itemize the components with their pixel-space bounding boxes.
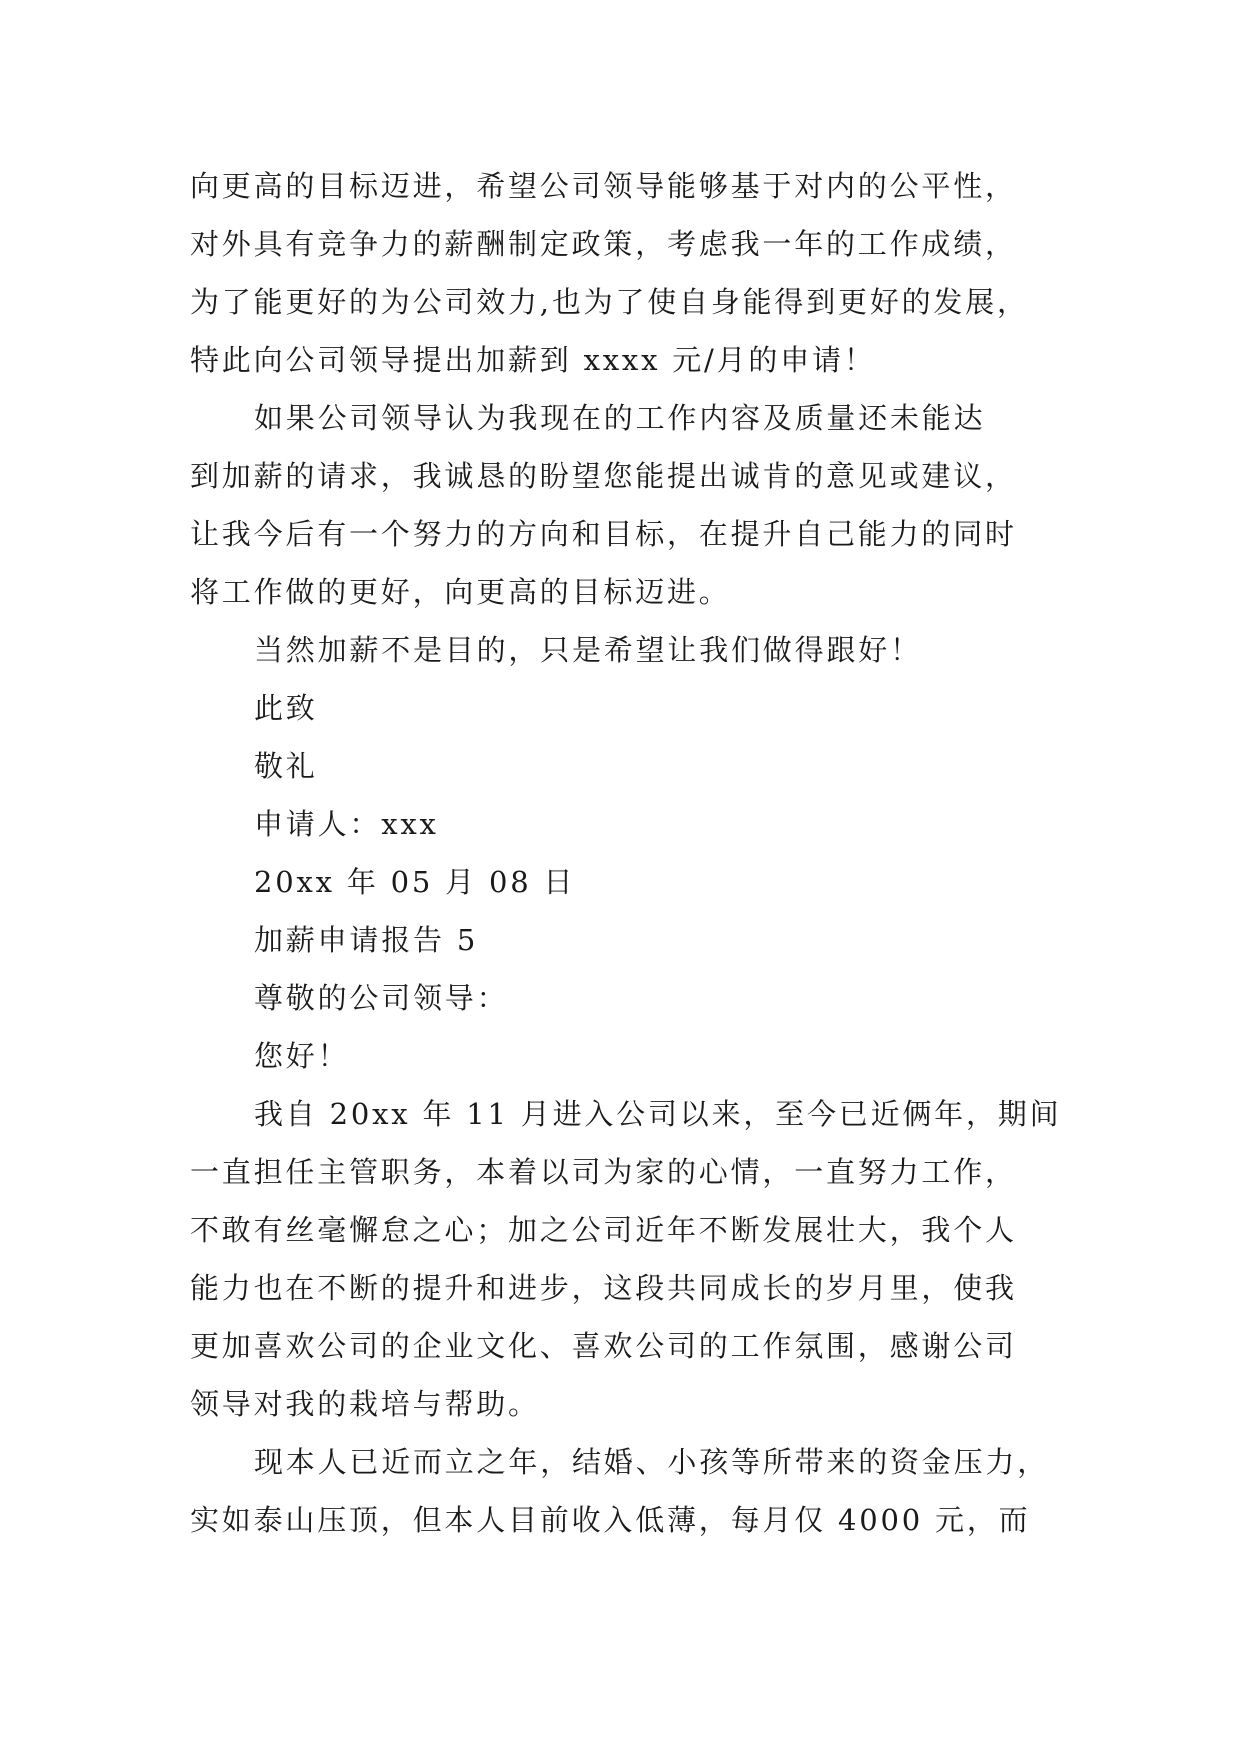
applicant-signature: 申请人：xxx [254, 807, 439, 841]
paragraph-first-line: 我自 20xx 年 11 月进入公司以来，至今已近俩年，期间 [254, 1097, 1062, 1131]
text-line: 领导对我的栽培与帮助。 [190, 1387, 540, 1421]
text-line: 对外具有竞争力的薪酬制定政策，考虑我一年的工作成绩， [190, 227, 1017, 261]
paragraph-first-line: 如果公司领导认为我现在的工作内容及质量还未能达 [254, 401, 986, 435]
letter-date: 20xx 年 05 月 08 日 [254, 865, 576, 899]
text-line: 为了能更好的为公司效力,也为了使自身能得到更好的发展， [190, 285, 1029, 319]
text-line: 特此向公司领导提出加薪到 xxxx 元/月的申请！ [190, 343, 876, 377]
closing-regards: 敬礼 [254, 749, 318, 783]
text-line: 更加喜欢公司的企业文化、喜欢公司的工作氛围，感谢公司 [190, 1329, 1017, 1363]
text-line: 不敢有丝毫懈怠之心；加之公司近年不断发展壮大，我个人 [190, 1213, 1017, 1247]
text-line: 让我今后有一个努力的方向和目标，在提升自己能力的同时 [190, 517, 1017, 551]
text-line: 到加薪的请求，我诚恳的盼望您能提出诚肯的意见或建议， [190, 459, 1017, 493]
closing-salutation: 此致 [254, 691, 318, 725]
text-line: 一直担任主管职务，本着以司为家的心情，一直努力工作， [190, 1155, 1017, 1189]
text-line: 将工作做的更好，向更高的目标迈进。 [190, 575, 731, 609]
letter-addressee: 尊敬的公司领导： [254, 981, 509, 1015]
text-line: 能力也在不断的提升和进步，这段共同成长的岁月里，使我 [190, 1271, 1017, 1305]
paragraph-first-line: 现本人已近而立之年，结婚、小孩等所带来的资金压力， [254, 1445, 1050, 1479]
letter-greeting: 您好！ [254, 1039, 350, 1073]
text-line: 实如泰山压顶，但本人目前收入低薄，每月仅 4000 元，而 [190, 1503, 1031, 1537]
paragraph-first-line: 当然加薪不是目的，只是希望让我们做得跟好！ [254, 633, 922, 667]
text-line: 向更高的目标迈进，希望公司领导能够基于对内的公平性， [190, 169, 1017, 203]
section-heading: 加薪申请报告 5 [254, 923, 479, 957]
